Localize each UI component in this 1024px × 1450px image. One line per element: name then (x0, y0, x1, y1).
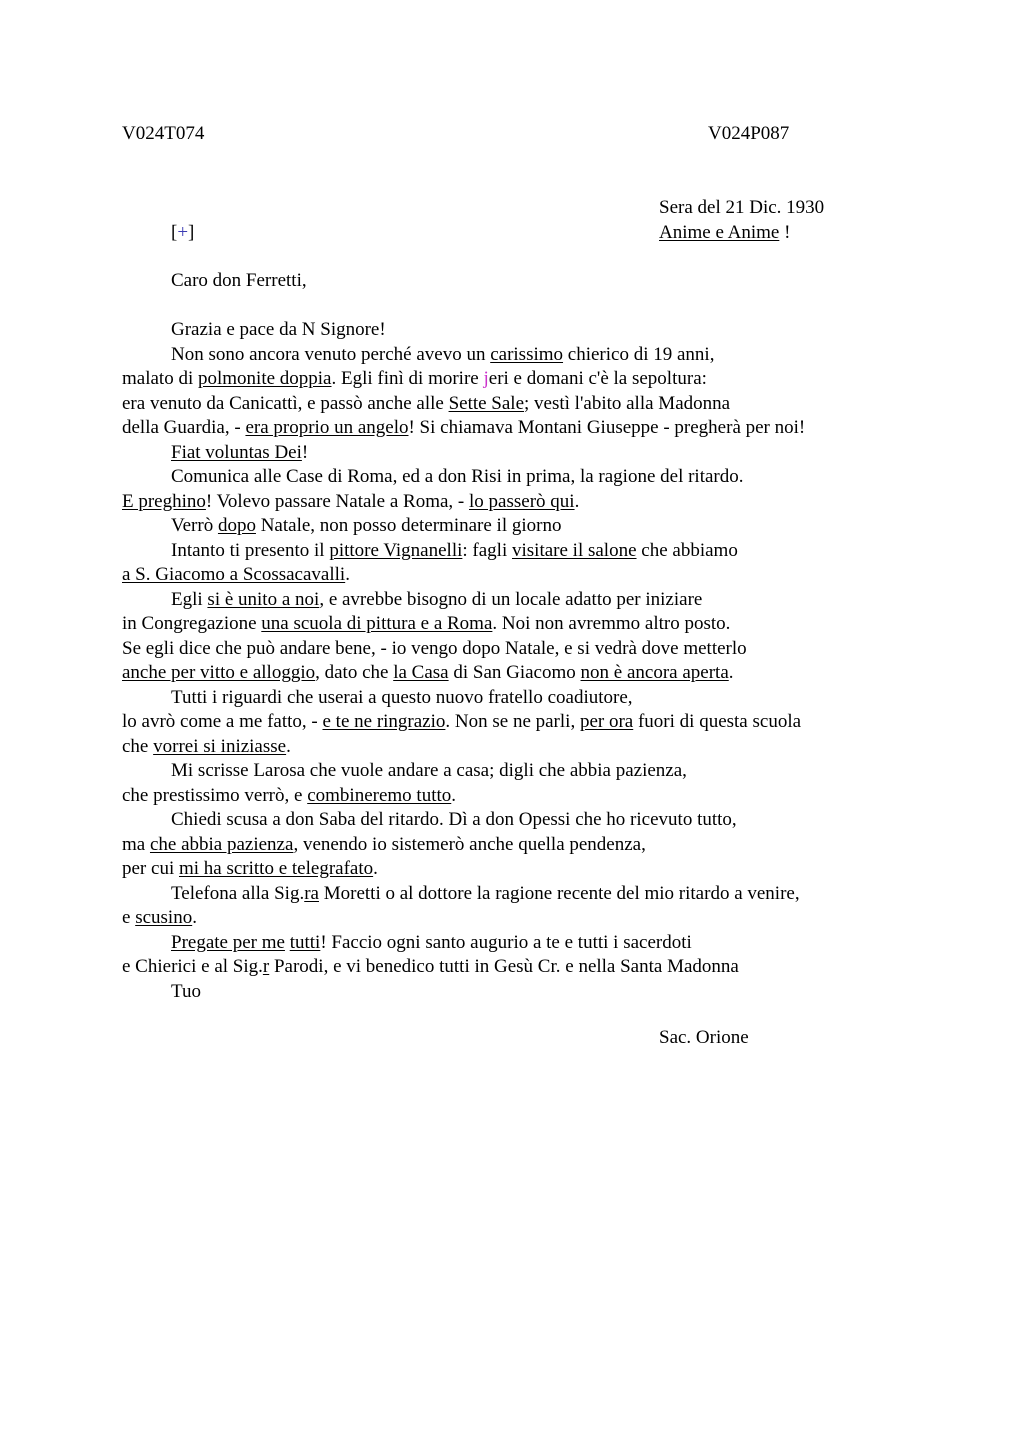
underlined-text: dopo (217, 515, 256, 536)
text-run: . (574, 490, 580, 512)
letter-line (122, 343, 882, 368)
text-run: ! Faccio ogni santo augurio a te e tutti i sacerdoti (320, 931, 692, 953)
letter-body (122, 269, 882, 1004)
letter-line (122, 539, 882, 564)
text-run: , dato che (315, 662, 394, 683)
text-run: ! Si chiamava Montani Giuseppe - pregherà per noi! (408, 417, 806, 438)
cross-bracket-open: [ (171, 222, 178, 243)
letter-line (122, 514, 882, 539)
text-run: Chiedi scusa a don Saba del ritardo. Dì a don Opessi che ho ricevuto tutto, (171, 809, 737, 830)
text-run: ! (301, 441, 309, 463)
text-run: Comunica alle Case di Roma, ed a don Risi in prima, la ragione del ritardo. (171, 466, 744, 487)
underlined-text: scusino (135, 907, 193, 928)
text-run: che (122, 735, 154, 757)
letter-motto (659, 221, 790, 246)
underlined-text: Sette Sale (448, 392, 525, 414)
letter-line (122, 735, 882, 760)
text-run: . Egli finì di morire (331, 368, 484, 389)
letter-line (122, 784, 882, 809)
letter-line (122, 661, 882, 686)
text-run: Egli (171, 588, 208, 610)
letter-line (122, 759, 882, 784)
underlined-text: ra (304, 882, 319, 904)
closing: Tuo (171, 980, 201, 1002)
text-run: Natale, non posso determinare il giorno (255, 515, 562, 536)
letter-line (122, 563, 882, 588)
text-run: era venuto da Canicattì, e passò anche alle (122, 392, 449, 414)
text-run: ; vestì l'abito alla Madonna (524, 392, 731, 414)
letter-line (122, 931, 882, 956)
text-run: che prestissimo verrò, e (122, 784, 308, 806)
cross-bracket-close: ] (188, 222, 195, 243)
letter-line (122, 833, 882, 858)
letter-line (122, 588, 882, 613)
underlined-text: vorrei si iniziasse (153, 735, 287, 757)
underlined-text: per ora (579, 711, 634, 732)
underlined-text: pittore Vignanelli (329, 539, 463, 561)
underlined-text: era proprio un angelo (245, 417, 409, 438)
salutation: Caro don Ferretti, (171, 270, 307, 291)
text-run: di San Giacomo (448, 662, 581, 683)
greeting: Grazia e pace da N Signore! (171, 319, 386, 340)
text-run: : fagli (462, 539, 512, 561)
underlined-text: che abbia pazienza (149, 833, 294, 855)
text-run: in Congregazione (122, 613, 262, 634)
underlined-text: carissimo (490, 343, 564, 365)
underlined-text: la Casa (393, 662, 449, 683)
text-run: della Guardia, - (122, 417, 246, 438)
underlined-text: r (262, 956, 270, 977)
text-run: Mi scrisse Larosa che vuole andare a casa; digli che abbia pazienza, (171, 760, 687, 781)
text-run: eri e domani c'è la sepoltura: (488, 368, 707, 389)
letter-line (122, 686, 882, 711)
underlined-text: Pregate per me (171, 931, 285, 953)
letter-line (122, 857, 882, 882)
letter-date: Sera del 21 Dic. 1930 (659, 197, 825, 218)
text-run: Se egli dice che può andare bene, - io vengo dopo Natale, e si vedrà dove metterlo (122, 637, 747, 659)
letter-line (122, 637, 882, 662)
letter-line (122, 955, 882, 980)
letter-line (122, 416, 882, 441)
text-run: chierico di 19 anni, (563, 343, 715, 365)
underlined-text: una scuola di pittura e a Roma (261, 613, 493, 634)
text-run: per cui (122, 858, 179, 879)
text-run: ! Volevo passare Natale a Roma, - (205, 490, 470, 512)
text-run: fuori di questa scuola (633, 711, 802, 732)
text-run: malato di (122, 368, 198, 389)
underlined-text: tutti (289, 931, 321, 953)
letter-line (122, 490, 882, 515)
document-code-left: V024T074 (122, 123, 205, 144)
text-run: Intanto ti presento il (171, 539, 330, 561)
letter-line (122, 906, 882, 931)
letter-line (122, 392, 882, 417)
text-run: . (728, 662, 734, 683)
motto-text: Anime e Anime (659, 222, 780, 243)
cross-mark (171, 221, 194, 246)
text-run: . (373, 858, 378, 879)
letter-line (122, 612, 882, 637)
document-code-right: V024P087 (708, 123, 790, 144)
text-run: e Chierici e al Sig. (122, 956, 263, 977)
paragraph-gap (122, 294, 882, 319)
text-run: che abbiamo (636, 539, 738, 561)
text-run: . (286, 735, 291, 757)
text-run: e (122, 907, 136, 928)
signature: Sac. Orione (659, 1027, 749, 1048)
text-run: . (451, 784, 457, 806)
text-run: Telefona alla Sig. (171, 882, 305, 904)
motto-suffix: ! (779, 222, 791, 243)
text-run: ma (122, 833, 150, 855)
text-run: Moretti o al dottore la ragione recente del mio ritardo a venire, (318, 882, 800, 904)
letter-line (122, 465, 882, 490)
letter-line (122, 882, 882, 907)
underlined-text: a S. Giacomo a Scossacavalli (122, 564, 346, 585)
text-run: Parodi, e vi benedico tutti in Gesù Cr. e nella Santa Madonna (269, 956, 739, 977)
text-run: , e avrebbe bisogno di un locale adatto per iniziare (319, 588, 703, 610)
underlined-text: combineremo tutto (307, 784, 452, 806)
underlined-text: anche per vitto e alloggio (122, 662, 316, 683)
underlined-text: lo passerò qui (469, 490, 575, 512)
text-run: . (345, 564, 350, 585)
text-run: Tutti i riguardi che userai a questo nuovo fratello coadiutore, (171, 686, 633, 708)
underlined-text: E preghino (122, 490, 206, 512)
text-run: , venendo io sistemerò anche quella pendenza, (293, 833, 646, 855)
underlined-text: Fiat voluntas Dei (171, 441, 302, 463)
text-run: Non sono ancora venuto perché avevo un (171, 343, 491, 365)
cross-icon: + (177, 222, 189, 243)
underlined-text: polmonite doppia (197, 368, 332, 389)
letter-line (122, 367, 882, 392)
letter-line (122, 808, 882, 833)
highlighted-letter: j (483, 368, 489, 389)
text-run: . (192, 907, 197, 928)
text-run: lo avrò come a me fatto, - (122, 711, 323, 732)
text-run: Verrò (171, 515, 218, 536)
text-run: . Non se ne parli, (445, 711, 580, 732)
underlined-text: non è ancora aperta (580, 662, 729, 683)
text-run: . Noi non avremmo altro posto. (492, 613, 731, 634)
underlined-text: e te ne ringrazio (322, 711, 446, 732)
underlined-text: visitare il salone (512, 539, 637, 561)
underlined-text: si è unito a noi (207, 588, 320, 610)
letter-line (122, 710, 882, 735)
letter-line (122, 441, 882, 466)
underlined-text: mi ha scritto e telegrafato (178, 858, 374, 879)
